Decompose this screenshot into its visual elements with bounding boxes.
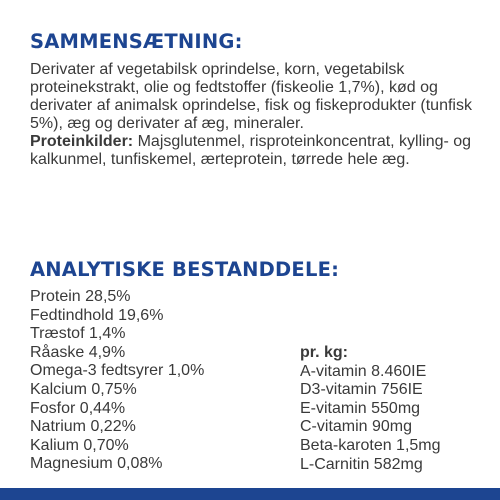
analytical-item: Kalium 0,70% xyxy=(30,436,129,454)
composition-text xyxy=(30,61,480,169)
vitamin-item: Beta-karoten 1,5mg xyxy=(300,436,441,454)
vitamin-item: D3-vitamin 756IE xyxy=(300,381,423,399)
analytical-item: Fosfor 0,44% xyxy=(30,399,126,417)
composition-heading: SAMMENSÆTNING: xyxy=(30,30,243,53)
vitamin-item: L-Carnitin 582mg xyxy=(300,455,423,473)
protein-sources xyxy=(30,133,480,169)
vitamin-item: C-vitamin 90mg xyxy=(300,418,413,436)
analytical-heading: ANALYTISKE BESTANDDELE: xyxy=(30,258,340,281)
analytical-item: Protein 28,5% xyxy=(30,288,131,305)
vitamin-item: A-vitamin 8.460IE xyxy=(300,362,427,380)
analytical-item: Magnesium 0,08% xyxy=(30,455,163,473)
analytical-list xyxy=(30,288,204,474)
analytical-item: Fedtindhold 19,6% xyxy=(30,306,164,324)
per-kg-label: pr. kg: xyxy=(300,344,349,361)
analytical-item: Natrium 0,22% xyxy=(30,418,136,436)
analytical-item: Kalcium 0,75% xyxy=(30,380,137,398)
analytical-item: Træstof 1,4% xyxy=(30,325,126,343)
analytical-item: Omega-3 fedtsyrer 1,0% xyxy=(30,362,205,380)
protein-sources-label: Proteinkilder: xyxy=(30,133,134,150)
vitamin-list xyxy=(300,344,441,474)
composition-paragraph: Derivater af vegetabilsk oprindelse, korn, vegetabilsk proteinekstrakt, olie og fedtstoffer (fiskeolie 1,7%), kød og derivater af animalsk oprindelse, fisk og fiskeprodukter (tunfisk 5%), æg og derivater af æg, mineraler. xyxy=(30,61,472,132)
vitamin-item: E-vitamin 550mg xyxy=(300,399,421,417)
bottom-bar xyxy=(0,488,500,500)
analytical-item: Råaske 4,9% xyxy=(30,343,126,361)
protein-sources-text: Majsglutenmel, risproteinkoncentrat, kylling- og kalkunmel, tunfiskemel, ærteprotein, tørrede hele æg. xyxy=(30,133,472,168)
